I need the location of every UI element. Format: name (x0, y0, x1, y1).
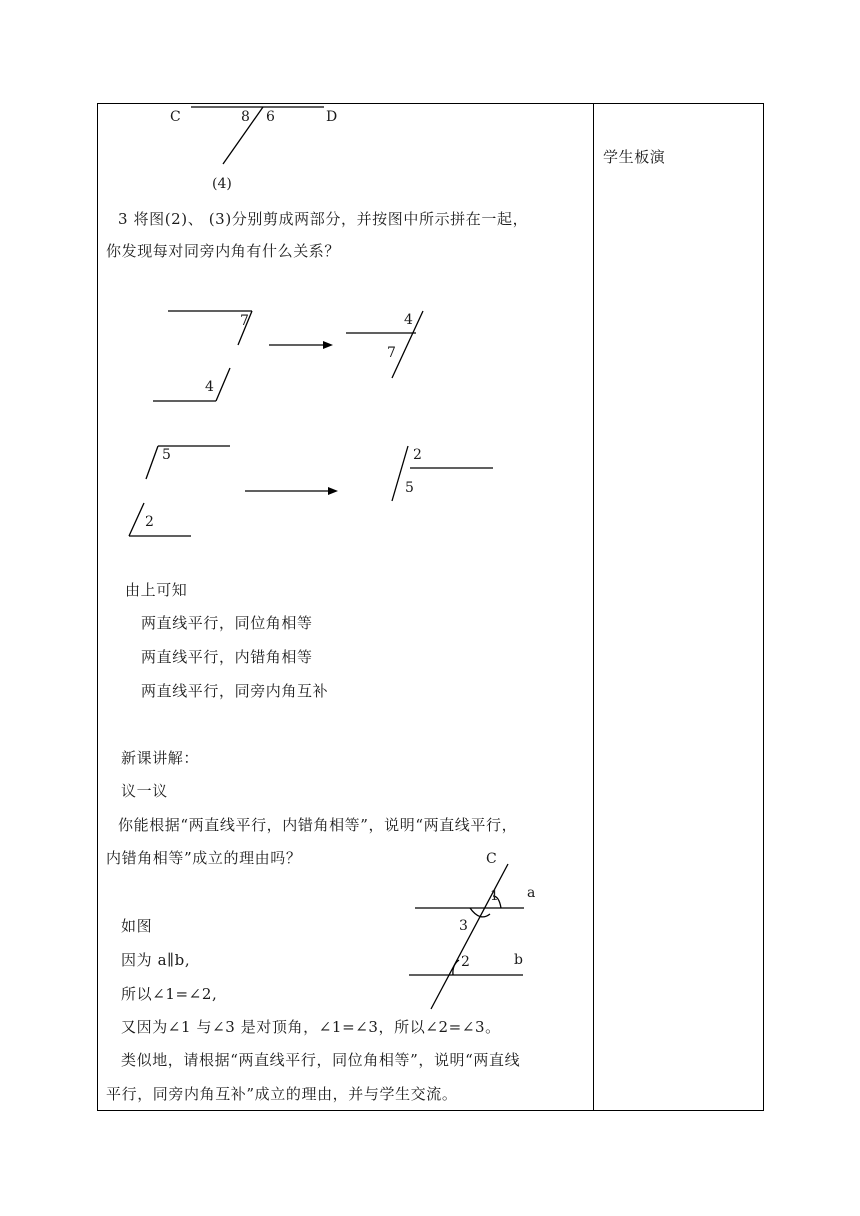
new-lesson-heading: 新课讲解： (121, 749, 200, 767)
p1-piece-bottom-label: 4 (205, 379, 214, 395)
parallel-label-2: 2 (461, 954, 470, 970)
p1-bottom-slant (216, 368, 230, 401)
fig4-label-6: 6 (266, 109, 275, 125)
para1-line1: 你能根据“两直线平行，内错角相等”，说明“两直线平行， (118, 816, 518, 834)
p2-piece-top-label: 5 (162, 447, 171, 463)
fig4-label-c: C (170, 109, 181, 125)
conclusion-item-1: 两直线平行，同位角相等 (141, 614, 313, 632)
p2-result-bottom-label: 5 (405, 480, 414, 496)
p1-arrow-head (323, 341, 333, 349)
transversal-c (431, 864, 508, 1009)
p2-piece-bottom-label: 2 (145, 514, 154, 530)
p2-result-top-label: 2 (413, 447, 422, 463)
p1-piece-top-label: 7 (240, 313, 249, 329)
p2-arrow-head (328, 487, 338, 495)
discussion-heading: 议一议 (121, 782, 168, 800)
parallel-label-1: 1 (490, 888, 499, 904)
parallel-label-a: a (527, 885, 536, 901)
conclusion-intro: 由上可知 (125, 581, 188, 599)
similar-task-line2: 平行，同旁内角互补”成立的理由，并与学生交流。 (106, 1085, 458, 1103)
p2-top-slant (146, 446, 158, 479)
therefore-statement: 所以∠1=∠2, (121, 985, 218, 1003)
as-figure-text: 如图 (121, 917, 153, 935)
angle-arc-2 (453, 960, 459, 975)
similar-task-line1: 类似地，请根据“两直线平行，同位角相等”，说明“两直线 (121, 1051, 521, 1069)
para1-line2: 内错角相等”成立的理由吗？ (106, 849, 302, 867)
because-statement: 因为 a∥b, (121, 951, 191, 969)
parallel-label-3: 3 (459, 918, 468, 934)
fig4-label-8: 8 (241, 109, 250, 125)
parallel-label-b: b (514, 952, 523, 968)
parallel-label-c: C (486, 851, 497, 867)
conclusion-item-2: 两直线平行，内错角相等 (141, 648, 313, 666)
fig4-caption: (4) (212, 176, 232, 192)
vertical-angles-statement: 又因为∠1 与∠3 是对顶角，∠1=∠3，所以∠2=∠3。 (121, 1018, 501, 1036)
question3-line2: 你发现每对同旁内角有什么关系？ (106, 242, 341, 260)
conclusion-item-3: 两直线平行，同旁内角互补 (141, 682, 329, 700)
p1-result-bottom-label: 7 (387, 345, 396, 361)
p2-bottom-slant (129, 503, 144, 536)
fig4-label-d: D (326, 109, 338, 125)
student-board-note: 学生板演 (603, 148, 666, 166)
p1-result-top-label: 4 (404, 312, 413, 328)
question3-line1: 3 将图(2)、 (3)分别剪成两部分，并按图中所示拼在一起， (118, 210, 529, 228)
